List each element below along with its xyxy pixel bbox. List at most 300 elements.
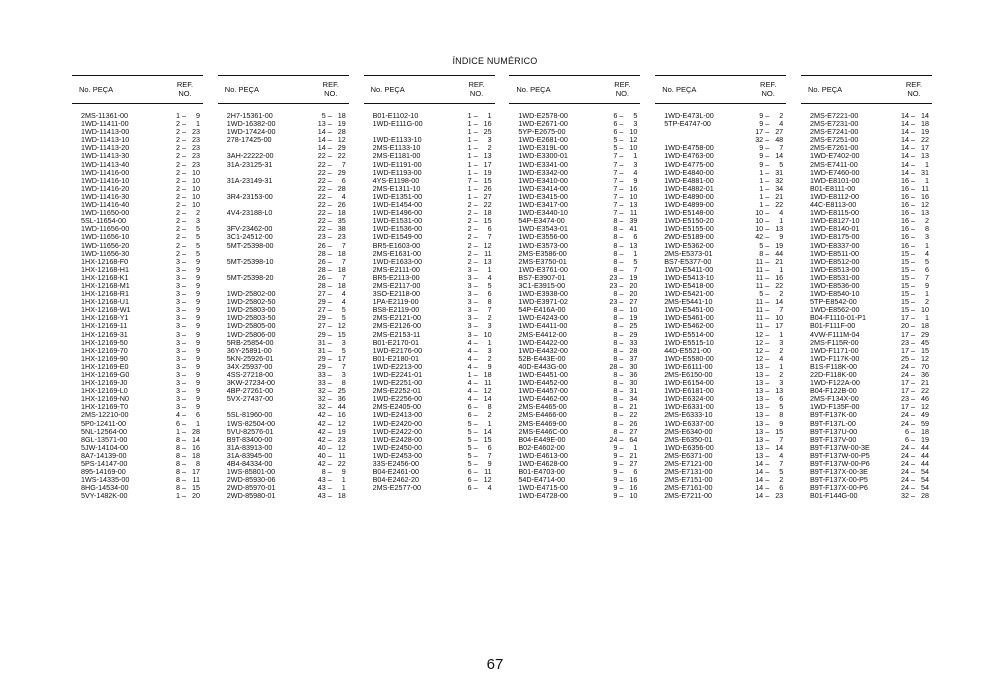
ref-page: 1 [467,159,472,169]
column-header [218,75,349,104]
ref-separator: – [910,264,915,274]
ref-item: 44 [920,450,929,460]
part-number: 1WD-E4243-00 [518,313,568,323]
ref-page: 14 [900,167,909,177]
part-number: 3AH-22222-00 [226,151,274,161]
part-number: 2MS-E7261-00 [809,143,859,153]
ref-no-header [463,80,491,98]
ref-no-header [900,80,928,98]
part-number: 1WD-E3414-00 [518,183,568,193]
ref-separator: – [910,167,915,177]
ref-item: 13 [483,151,492,161]
ref-separator: – [765,183,770,193]
ref-page: 11 [755,272,764,282]
ref-page: 12 [755,337,764,347]
ref-page: 8 [613,345,618,355]
ref-separator: – [910,402,915,412]
ref-item: 14 [920,111,929,120]
ref-item: 1 [487,264,492,274]
part-number: 1WD-E8513-00 [809,264,860,274]
ref-item: 9 [487,459,492,469]
part-number: 1WD-17424-00 [226,127,276,137]
ref-page: 1 [467,183,472,193]
ref-item: 25 [629,321,638,331]
ref-item: 9 [779,418,784,428]
part-number: 1WD-E4882-01 [664,183,714,193]
part-number: 1WD-E5451-00 [664,305,714,315]
ref-separator: – [619,475,624,485]
ref-item: 4 [779,353,784,363]
ref-separator: – [327,216,332,226]
part-number: 1WD-E3300-01 [518,151,568,161]
ref-item: 44 [337,402,346,412]
ref-separator: – [473,191,478,201]
part-number: 1WD-E3417-00 [518,200,568,210]
ref-page: 3 [467,297,472,307]
ref-separator: – [182,191,186,201]
ref-separator: – [910,450,915,460]
part-number: 278-17425-00 [226,135,272,145]
ref-separator: – [327,272,332,282]
part-number: 2MS-E7411-00 [809,159,858,169]
ref-item: 8 [487,297,492,307]
ref-page: 3 [176,313,180,323]
ref-page: 2 [467,224,472,234]
ref-separator: – [473,280,478,290]
ref-page: 7 [613,191,618,201]
index-column [218,75,349,501]
ref-page: 12 [755,353,764,363]
ref-separator: – [765,151,770,161]
ref-separator: – [182,402,186,412]
ref-item: 10 [629,143,638,153]
ref-separator: – [473,370,478,379]
part-number: 2MS-E7121-00 [664,459,713,469]
ref-page: 8 [176,442,180,452]
ref-item: 4 [633,167,638,177]
part-number: 1WD-E7460-00 [809,167,860,177]
ref-separator: – [765,370,770,379]
ref-item: 19 [775,240,784,250]
part-number: 1WD-11416-20 [81,183,130,193]
ref-separator: – [765,450,770,460]
ref-separator: – [473,135,478,145]
ref-page: 8 [176,450,180,460]
ref-item: 6 [633,467,638,477]
ref-page: 17 [900,402,909,412]
ref-item: 22 [775,200,784,210]
ref-page: 8 [613,248,618,258]
ref-separator: – [619,329,624,339]
ref-page: 3 [176,272,180,282]
ref-item: 12 [629,135,638,145]
part-number: 2MS-E2126-00 [372,321,421,331]
part-number: 1HX-12169-T0 [81,402,129,412]
part-number: 4BP-27261-00 [226,386,274,396]
ref-page: 8 [176,459,180,469]
ref-item: 9 [196,337,200,347]
ref-page: 14 [755,483,764,493]
ref-page: 3 [467,272,472,282]
part-number: 2MS-E5373-01 [664,248,713,258]
ref-page: 3 [176,305,180,315]
ref-item: 36 [920,370,929,379]
ref-item: 27 [483,191,492,201]
ref-separator: – [910,329,915,339]
part-number: 1WD-11416-10 [81,175,130,185]
ref-page: 31 [317,345,326,355]
ref-separator: – [910,459,915,469]
ref-separator: – [327,442,332,452]
ref-page: 14 [317,127,326,137]
ref-separator: – [182,135,186,145]
ref-page: 22 [317,208,326,218]
part-number: 1HX-12169-G0 [81,370,130,379]
part-number: 2MS-E2111-00 [372,264,420,274]
part-number: 1WD-E473L-00 [664,111,714,120]
part-number: 1HX-12169-E0 [81,361,129,371]
part-number: 2MS-E1631-00 [372,248,421,258]
ref-item: 5 [341,305,346,315]
ref-page: 1 [467,151,472,161]
part-number: 1WD-E4451-00 [518,370,568,379]
ref-item: 18 [337,111,346,120]
part-number: 1PA-E2119-00 [372,297,419,307]
ref-page: 2 [467,248,472,258]
ref-separator: – [182,119,186,129]
ref-page: 16 [900,208,909,218]
part-number: 1WD-E5150-20 [664,216,714,226]
ref-separator: – [182,394,186,404]
ref-separator: – [327,426,332,436]
ref-item: 23 [192,143,200,153]
index-rows [509,112,640,501]
ref-separator: – [327,248,332,258]
ref-item: 10 [629,491,638,501]
ref-item: 12 [920,200,929,210]
ref-item: 18 [920,426,929,436]
ref-page: 8 [613,256,618,266]
ref-separator: – [473,111,478,120]
ref-item: 12 [920,353,929,363]
part-number: 1WD-E5580-00 [664,353,714,363]
part-number: 1WD-E3761-00 [518,264,568,274]
ref-separator: – [182,321,186,331]
ref-separator: – [619,256,624,266]
ref-page: 5 [759,289,764,299]
ref-separator: – [765,402,770,412]
ref-item: 1 [924,175,929,185]
ref-item: 11 [629,208,638,218]
ref-page: 3 [176,264,180,274]
part-number: 3R4-23153-00 [226,191,273,201]
ref-page: 16 [900,191,909,201]
ref-page: 15 [900,305,909,315]
part-number: 1WD-E3556-00 [518,232,568,242]
ref-item: 11 [484,467,492,477]
ref-page: 2 [176,167,180,177]
ref-separator: – [182,111,186,120]
ref-item: 27 [629,426,638,436]
ref-separator: – [327,410,332,420]
ref-item: 8 [924,224,929,234]
ref-item: 18 [337,280,346,290]
ref-separator: – [765,119,770,129]
part-number: 3C1-24512-00 [226,232,273,242]
ref-item: 15 [920,345,929,355]
ref-separator: – [910,200,915,210]
part-number: 1WS-82504-00 [226,418,276,428]
ref-page: 10 [755,208,764,218]
ref-separator: – [910,151,915,161]
part-number: 5VY-1482K-00 [81,491,128,501]
ref-separator: – [182,183,186,193]
ref-item: 3 [779,337,784,347]
ref-page: 23 [900,394,909,404]
ref-header-line1: REF. [468,80,485,89]
ref-item: 11 [484,248,492,258]
ref-page: 24 [900,442,909,452]
ref-separator: – [182,248,186,258]
ref-item: 19 [337,426,346,436]
part-number: 1HX-12168-F0 [81,256,129,266]
column-header [655,75,786,104]
ref-page: 4 [467,353,472,363]
ref-item: 33 [629,337,638,347]
ref-page: 25 [900,353,909,363]
part-number: 1WD-E8175-00 [809,232,860,242]
ref-separator: – [765,321,770,331]
ref-page: 3 [176,321,180,331]
ref-item: 1 [633,442,638,452]
ref-item: 15 [483,175,492,185]
part-number: 1HX-12168-Y1 [81,313,129,323]
ref-item: 8 [487,402,492,412]
ref-page: 23 [900,337,909,347]
ref-page: 2 [467,208,472,218]
ref-item: 64 [629,434,638,444]
ref-item: 16 [337,410,346,420]
ref-page: 42 [317,459,326,469]
ref-page: 8 [176,434,180,444]
ref-page: 17 [900,386,909,396]
ref-item: 15 [483,216,492,226]
ref-separator: – [327,434,332,444]
ref-page: 24 [900,475,909,485]
part-number: 1WD-25803-50 [226,313,276,323]
ref-page: 2 [176,191,180,201]
part-number: 1WS-14335-00 [81,475,130,485]
ref-separator: – [182,151,186,161]
ref-page: 3 [176,345,180,355]
part-number: 52B-E443E-00 [518,353,566,363]
ref-item: 44 [775,248,784,258]
ref-item: 14 [775,151,784,161]
ref-page: 42 [317,426,326,436]
ref-item: 23 [192,127,200,137]
ref-separator: – [473,459,478,469]
ref-item: 20 [192,491,200,501]
ref-item: 19 [629,272,638,282]
ref-header-line1: REF. [614,80,631,89]
ref-item: 1 [779,361,784,371]
ref-separator: – [473,361,478,371]
part-number: 2MS-E3750-01 [518,256,567,266]
ref-page: 1 [176,491,180,501]
ref-separator: – [765,475,770,485]
ref-page: 11 [755,313,764,323]
ref-item: 21 [920,378,929,388]
ref-separator: – [182,256,186,266]
ref-page: 3 [176,394,180,404]
part-number: 5YP-E2675-00 [518,127,566,137]
ref-item: 13 [920,208,929,218]
ref-page: 4 [467,361,472,371]
ref-item: 1 [924,240,929,250]
ref-separator: – [619,264,624,274]
ref-separator: – [182,386,186,396]
ref-item: 9 [196,256,200,266]
ref-separator: – [910,442,915,452]
ref-page: 3 [176,280,180,290]
part-number: 2MS-E1181-00 [372,151,421,161]
ref-separator: – [765,426,770,436]
ref-item: 29 [337,143,346,153]
ref-item: 4 [779,208,784,218]
ref-separator: – [473,442,478,452]
part-number: 2MS-E6350-01 [664,434,713,444]
ref-no-header [608,80,636,98]
ref-item: 7 [779,459,784,469]
part-number: 1WD-E2578-00 [518,111,568,120]
ref-separator: – [619,337,624,347]
ref-page: 7 [613,175,618,185]
part-number: 2MS-E7161-00 [664,483,713,493]
ref-page: 26 [317,256,326,266]
ref-separator: – [910,135,915,145]
ref-separator: – [619,313,624,323]
part-number: 5JW-14104-00 [81,442,129,452]
ref-page: 14 [900,159,909,169]
ref-separator: – [619,119,624,129]
ref-item: 9 [196,394,200,404]
ref-page: 24 [900,467,909,477]
ref-header-line2: NO. [907,89,921,98]
ref-page: 24 [900,410,909,420]
ref-page: 3 [176,386,180,396]
ref-separator: – [619,434,624,444]
part-number: 5SL-81960-00 [226,410,273,420]
ref-item: 9 [924,280,929,290]
part-number: 1WD-E1193-00 [372,167,422,177]
ref-separator: – [619,353,624,363]
ref-item: 44 [920,459,929,469]
part-number: 1WD-11413-40 [81,159,130,169]
ref-page: 26 [317,240,326,250]
ref-separator: – [327,191,332,201]
ref-item: 7 [341,272,346,282]
ref-separator: – [910,240,915,250]
ref-separator: – [182,289,186,299]
ref-item: 5 [341,345,346,355]
ref-page: 14 [900,127,909,137]
ref-page: 3 [176,329,180,339]
part-number: 2MS-E2117-00 [372,280,421,290]
ref-item: 9 [196,329,200,339]
part-number: 1WD-E8536-00 [809,280,860,290]
part-number: 2MS-E4469-00 [518,418,567,428]
ref-item: 9 [196,361,200,371]
ref-separator: – [182,345,186,355]
part-number: B01-E1102-10 [372,111,419,120]
ref-separator: – [910,289,915,299]
part-number: 1WD-E1191-00 [372,159,422,169]
ref-item: 27 [775,127,784,137]
ref-separator: – [473,305,478,315]
part-number: 1WD-E2420-00 [372,418,423,428]
ref-separator: – [327,175,332,185]
ref-item: 6 [341,175,346,185]
ref-page: 15 [900,289,909,299]
part-number: 1WD-E2213-00 [372,361,423,371]
ref-item: 12 [483,386,492,396]
ref-separator: – [182,442,186,452]
ref-item: 16 [775,272,784,282]
part-number: 1WD-E1531-00 [372,216,423,226]
ref-separator: – [182,127,186,137]
ref-page: 8 [613,418,618,428]
ref-page: 9 [759,119,764,129]
ref-separator: – [619,459,624,469]
part-number: BR5-E2113-00 [372,272,420,282]
ref-separator: – [910,434,915,444]
ref-item: 13 [483,256,492,266]
part-number: 2MS-E1311-10 [372,183,421,193]
part-number: 2MS-F115R-00 [809,337,859,347]
ref-page: 12 [755,329,764,339]
ref-separator: – [619,111,624,120]
ref-item: 15 [192,483,200,493]
ref-separator: – [182,467,186,477]
ref-separator: – [182,200,186,210]
ref-page: 24 [900,370,909,379]
part-number: 1WD-E2671-00 [518,119,568,129]
ref-page: 3 [176,370,180,379]
ref-item: 23 [192,159,200,169]
ref-item: 6 [487,224,492,234]
ref-item: 31 [920,167,929,177]
ref-page: 14 [900,111,909,120]
ref-item: 9 [196,289,200,299]
part-number: 1WD-11413-30 [81,151,130,161]
ref-separator: – [910,232,915,242]
ref-separator: – [182,329,186,339]
index-column [801,75,932,501]
ref-separator: – [327,459,332,469]
ref-page: 17 [755,127,764,137]
ref-page: 29 [317,361,326,371]
ref-item: 1 [924,313,929,323]
ref-separator: – [473,248,478,258]
ref-separator: – [910,394,915,404]
part-number: 8HG-14534-00 [81,483,129,493]
ref-page: 1 [467,111,472,120]
ref-separator: – [910,175,915,185]
part-number: 1WD-E3440-10 [518,208,568,218]
part-number: 2MS-E2252-01 [372,386,421,396]
part-number: B9T-F137U-00 [809,426,858,436]
ref-item: 17 [483,159,492,169]
